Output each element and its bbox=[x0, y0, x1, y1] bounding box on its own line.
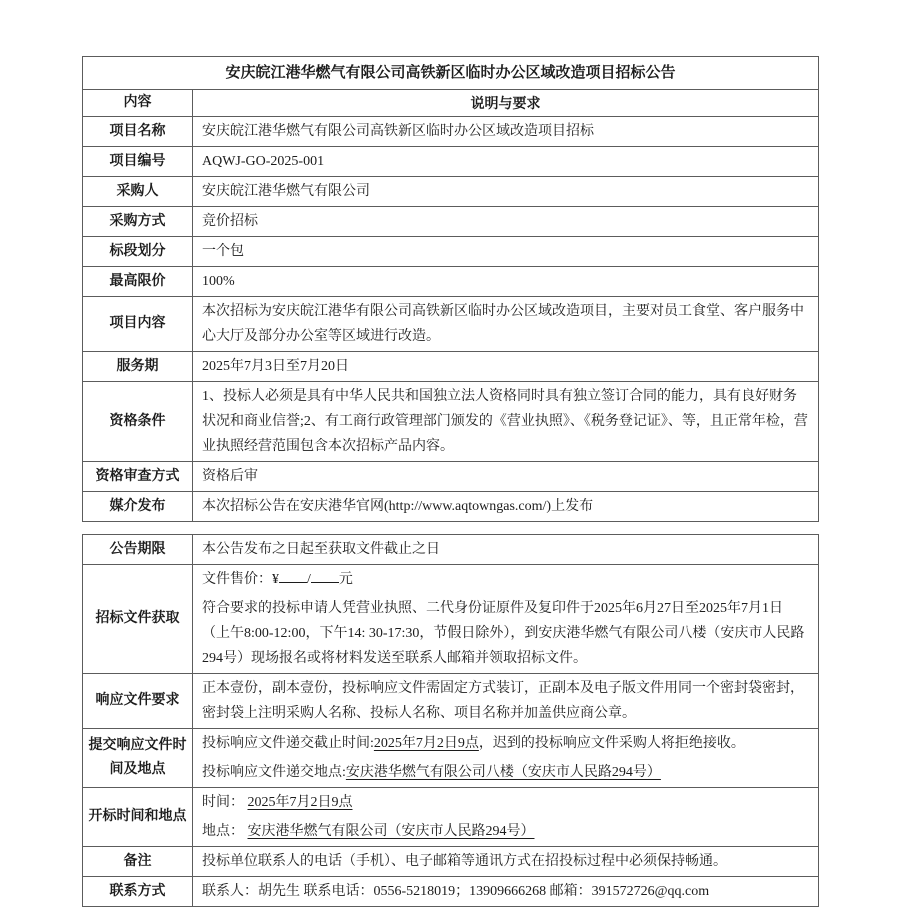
text-segment: AQWJ-GO-2025-001 bbox=[202, 154, 325, 169]
content-paragraph bbox=[202, 239, 809, 264]
announcement-table-secondary bbox=[82, 534, 819, 907]
row-label: 资格条件 bbox=[83, 382, 193, 462]
row-label: 响应文件要求 bbox=[83, 674, 193, 729]
content-paragraph bbox=[202, 494, 809, 519]
content-paragraph bbox=[202, 790, 809, 815]
table-row bbox=[83, 147, 819, 177]
content-paragraph bbox=[202, 269, 809, 294]
table-row bbox=[83, 492, 819, 522]
row-content bbox=[193, 382, 819, 462]
text-segment: 本次招标公告在安庆港华官网(http://www.aqtowngas.com/)上发布 bbox=[202, 499, 594, 514]
document-title: 安庆皖江港华燃气有限公司高铁新区临时办公区域改造项目招标公告 bbox=[83, 57, 819, 90]
row-content bbox=[193, 352, 819, 382]
content-paragraph bbox=[202, 209, 809, 234]
content-paragraph bbox=[202, 464, 809, 489]
row-label: 项目名称 bbox=[83, 117, 193, 147]
row-content bbox=[193, 237, 819, 267]
blank-underline bbox=[311, 568, 339, 583]
table-gap bbox=[82, 522, 818, 534]
text-segment: 投标响应文件递交截止时间: bbox=[202, 736, 374, 751]
table-row bbox=[83, 237, 819, 267]
content-paragraph bbox=[202, 849, 809, 874]
content-paragraph bbox=[202, 596, 809, 671]
text-segment: 投标响应文件递交地点: bbox=[202, 765, 346, 780]
column-header-row bbox=[83, 90, 819, 117]
row-label: 公告期限 bbox=[83, 535, 193, 565]
row-label: 最高限价 bbox=[83, 267, 193, 297]
table-row bbox=[83, 462, 819, 492]
title-row bbox=[83, 57, 819, 90]
table-row bbox=[83, 847, 819, 877]
table-row bbox=[83, 382, 819, 462]
text-segment: 一个包 bbox=[202, 244, 244, 259]
row-label: 项目内容 bbox=[83, 297, 193, 352]
row-content bbox=[193, 788, 819, 847]
row-label: 采购人 bbox=[83, 177, 193, 207]
text-segment: 元 bbox=[338, 572, 353, 587]
blank-underline bbox=[279, 568, 307, 583]
text-segment: 2025年7月3日至7月20日 bbox=[202, 359, 349, 374]
row-label: 媒介发布 bbox=[83, 492, 193, 522]
content-paragraph bbox=[202, 819, 809, 844]
table-row bbox=[83, 297, 819, 352]
content-paragraph bbox=[202, 299, 809, 349]
content-paragraph bbox=[202, 384, 809, 459]
table-row bbox=[83, 207, 819, 237]
content-paragraph bbox=[202, 179, 809, 204]
text-segment: 联系人：胡先生 联系电话：0556-5218019；13909666268 邮箱：391572726@qq.com bbox=[202, 884, 710, 899]
row-label: 备注 bbox=[83, 847, 193, 877]
text-segment: 资格后审 bbox=[202, 469, 258, 484]
table-row bbox=[83, 674, 819, 729]
content-paragraph bbox=[202, 676, 809, 726]
row-content bbox=[193, 177, 819, 207]
content-paragraph bbox=[202, 760, 809, 785]
underlined-text: 2025年7月2日9点 bbox=[247, 795, 353, 810]
text-segment: 竞价招标 bbox=[202, 214, 258, 229]
text-segment: 投标单位联系人的电话（手机）、电子邮箱等通讯方式在招投标过程中必须保持畅通。 bbox=[202, 854, 727, 869]
text-segment: 安庆皖江港华燃气有限公司高铁新区临时办公区域改造项目招标 bbox=[202, 124, 594, 139]
row-content bbox=[193, 207, 819, 237]
table-row bbox=[83, 177, 819, 207]
table-row bbox=[83, 877, 819, 907]
row-label: 联系方式 bbox=[83, 877, 193, 907]
content-paragraph bbox=[202, 567, 809, 592]
text-segment: 符合要求的投标申请人凭营业执照、二代身份证原件及复印件于2025年6月27日至2025年7月1日（上午8:00-12:00，下午14: 30-17:30，节假日除外），到安庆港华燃气有限公司八楼（安庆市人民路294号）现场报名或将材料发送至联系人邮箱并领取招标文件。 bbox=[202, 601, 805, 666]
text-segment: 正本壹份，副本壹份，投标响应文件需固定方式装订，正副本及电子版文件用同一个密封袋密封，密封袋上注明采购人名称、投标人名称、项目名称并加盖供应商公章。 bbox=[202, 681, 804, 721]
text-segment: ，迟到的投标响应文件采购人将拒绝接收。 bbox=[478, 736, 745, 751]
text-segment: 时间： bbox=[202, 795, 248, 810]
table-row bbox=[83, 729, 819, 788]
underlined-text: 2025年7月2日9点 bbox=[373, 736, 479, 751]
row-content bbox=[193, 297, 819, 352]
row-label: 招标文件获取 bbox=[83, 565, 193, 674]
content-paragraph bbox=[202, 731, 809, 756]
row-content bbox=[193, 565, 819, 674]
text-segment: 本次招标为安庆皖江港华有限公司高铁新区临时办公区域改造项目，主要对员工食堂、客户服务中心大厅及部分办公室等区域进行改造。 bbox=[202, 304, 804, 344]
row-content bbox=[193, 877, 819, 907]
row-label: 标段划分 bbox=[83, 237, 193, 267]
text-segment: 安庆皖江港华燃气有限公司 bbox=[202, 184, 370, 199]
table-row bbox=[83, 117, 819, 147]
content-paragraph bbox=[202, 119, 809, 144]
row-content bbox=[193, 462, 819, 492]
column-header-content: 内容 bbox=[83, 90, 193, 117]
text-segment: 100% bbox=[202, 274, 235, 289]
row-content bbox=[193, 117, 819, 147]
column-header-description: 说明与要求 bbox=[193, 90, 819, 117]
text-segment: 1、投标人必须是具有中华人民共和国独立法人资格同时具有独立签订合同的能力，具有良好财务状况和商业信誉;2、有工商行政管理部门颁发的《营业执照》、《税务登记证》、等，且正常年检，营业执照经营范围包含本次招标产品内容。 bbox=[202, 389, 808, 454]
row-content bbox=[193, 147, 819, 177]
row-content bbox=[193, 729, 819, 788]
text-segment: 本公告发布之日起至获取文件截止之日 bbox=[202, 542, 440, 557]
row-content bbox=[193, 267, 819, 297]
row-label: 采购方式 bbox=[83, 207, 193, 237]
row-label: 服务期 bbox=[83, 352, 193, 382]
row-content bbox=[193, 847, 819, 877]
content-paragraph bbox=[202, 354, 809, 379]
row-content bbox=[193, 674, 819, 729]
content-paragraph bbox=[202, 149, 809, 174]
announcement-table-main bbox=[82, 56, 819, 522]
table-row bbox=[83, 788, 819, 847]
text-segment: 地点： bbox=[202, 824, 248, 839]
table-row bbox=[83, 352, 819, 382]
row-label: 提交响应文件时间及地点 bbox=[83, 729, 193, 788]
text-segment: / bbox=[307, 572, 311, 587]
text-segment: 文件售价：¥ bbox=[202, 572, 279, 587]
row-content bbox=[193, 492, 819, 522]
table-row bbox=[83, 535, 819, 565]
row-label: 开标时间和地点 bbox=[83, 788, 193, 847]
underlined-text: 安庆港华燃气有限公司（安庆市人民路294号） bbox=[247, 824, 535, 839]
row-content bbox=[193, 535, 819, 565]
row-label: 资格审查方式 bbox=[83, 462, 193, 492]
row-label: 项目编号 bbox=[83, 147, 193, 177]
content-paragraph bbox=[202, 537, 809, 562]
table-row bbox=[83, 565, 819, 674]
table-row bbox=[83, 267, 819, 297]
underlined-text: 安庆港华燃气有限公司八楼（安庆市人民路294号） bbox=[345, 765, 661, 780]
content-paragraph bbox=[202, 879, 809, 904]
